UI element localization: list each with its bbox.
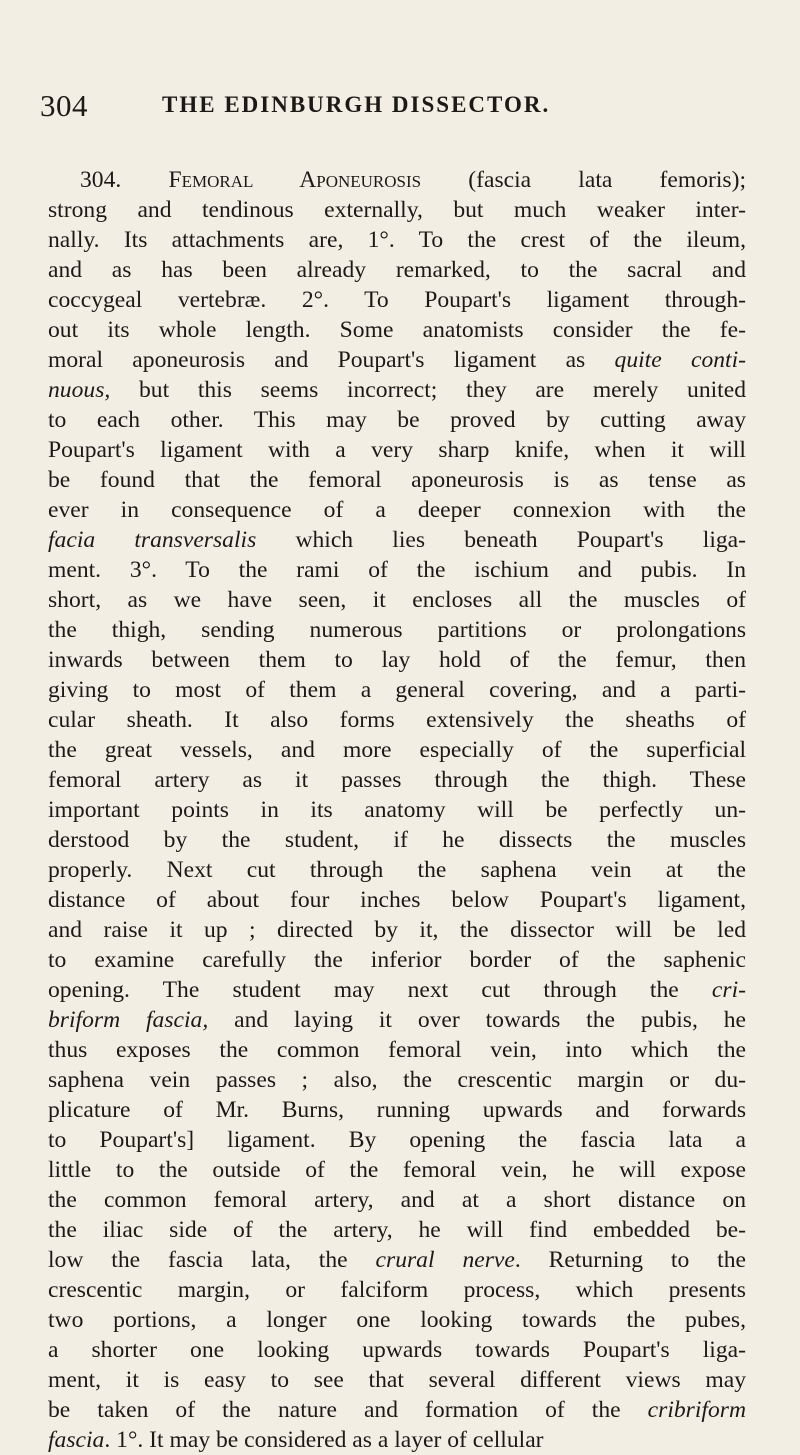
text-line: a shorter one looking upwards towards Poupart's liga- xyxy=(48,1337,746,1363)
text-line: briform fascia, and laying it over towards the pubis, he xyxy=(48,1007,747,1033)
text-line: plicature of Mr. Burns, running upwards and forwards xyxy=(48,1097,746,1123)
text-line: to Poupart's] ligament. By opening the fascia lata a xyxy=(48,1127,746,1153)
text-line: moral aponeurosis and Poupart's ligament as quite conti- xyxy=(48,347,747,373)
text-line: the thigh, sending numerous partitions or prolongations xyxy=(48,617,746,643)
page-header xyxy=(40,88,740,128)
text-line: derstood by the student, if he dissects the muscles xyxy=(48,827,746,853)
text-line: ment. 3°. To the rami of the ischium and pubis. In xyxy=(48,557,746,583)
text-line: Poupart's ligament with a very sharp knife, when it will xyxy=(48,437,746,463)
text-line: be found that the femoral aponeurosis is as tense as xyxy=(48,467,746,493)
text-line: cular sheath. It also forms extensively the sheaths of xyxy=(48,707,746,733)
text-line: out its whole length. Some anatomists consider the fe- xyxy=(48,317,746,343)
text-line: femoral artery as it passes through the thigh. These xyxy=(48,767,746,793)
text-line: and raise it up ; directed by it, the dissector will be led xyxy=(48,917,746,943)
text-line: short, as we have seen, it encloses all the muscles of xyxy=(48,587,746,613)
text-line: inwards between them to lay hold of the femur, then xyxy=(48,647,746,673)
text-line: the common femoral artery, and at a short distance on xyxy=(48,1187,746,1213)
text-line: the great vessels, and more especially of the superficial xyxy=(48,737,746,763)
text-line: fascia. 1°. It may be considered as a layer of cellular xyxy=(48,1427,544,1453)
text-line: low the fascia lata, the crural nerve. Returning to the xyxy=(48,1247,747,1273)
text-line: ment, it is easy to see that several different views may xyxy=(48,1367,746,1393)
text-line: important points in its anatomy will be perfectly un- xyxy=(48,797,746,823)
body-text xyxy=(48,165,746,1455)
text-line: be taken of the nature and formation of the cribriform xyxy=(48,1397,746,1423)
text-line: nally. Its attachments are, 1°. To the crest of the ileum, xyxy=(48,227,746,253)
text-line: thus exposes the common femoral vein, into which the xyxy=(48,1037,746,1063)
text-line: giving to most of them a general covering, and a parti- xyxy=(48,677,746,703)
text-line: 304. Femoral Aponeurosis (fascia lata femoris); xyxy=(80,167,747,193)
text-line: saphena vein passes ; also, the crescentic margin or du- xyxy=(48,1067,746,1093)
text-line: nuous, but this seems incorrect; they are merely united xyxy=(48,377,746,403)
running-title: THE EDINBURGH DISSECTOR. xyxy=(162,92,551,117)
text-line: strong and tendinous externally, but much weaker inter- xyxy=(48,197,746,223)
text-line: opening. The student may next cut through the cri- xyxy=(48,977,746,1003)
text-line: and as has been already remarked, to the sacral and xyxy=(48,257,746,283)
text-line: to examine carefully the inferior border of the saphenic xyxy=(48,947,746,973)
paragraph-number: 304. xyxy=(80,167,122,193)
page-number: 304 xyxy=(40,88,88,123)
text-line: little to the outside of the femoral vein, he will expose xyxy=(48,1157,746,1183)
text-line: crescentic margin, or falciform process, which presents xyxy=(48,1277,746,1303)
text-line: to each other. This may be proved by cutting away xyxy=(48,407,746,433)
text-line: facia transversalis which lies beneath Poupart's liga- xyxy=(48,527,747,553)
paragraph-heading: Femoral Aponeurosis xyxy=(168,167,422,193)
text-line: properly. Next cut through the saphena vein at the xyxy=(48,857,746,883)
text-line: ever in consequence of a deeper connexion with the xyxy=(48,497,746,523)
text-line: coccygeal vertebræ. 2°. To Poupart's ligament through- xyxy=(48,287,746,313)
text-line: the iliac side of the artery, he will find embedded be- xyxy=(48,1217,746,1243)
text-line: distance of about four inches below Poupart's ligament, xyxy=(48,887,746,913)
text-line: two portions, a longer one looking towards the pubes, xyxy=(48,1307,746,1333)
